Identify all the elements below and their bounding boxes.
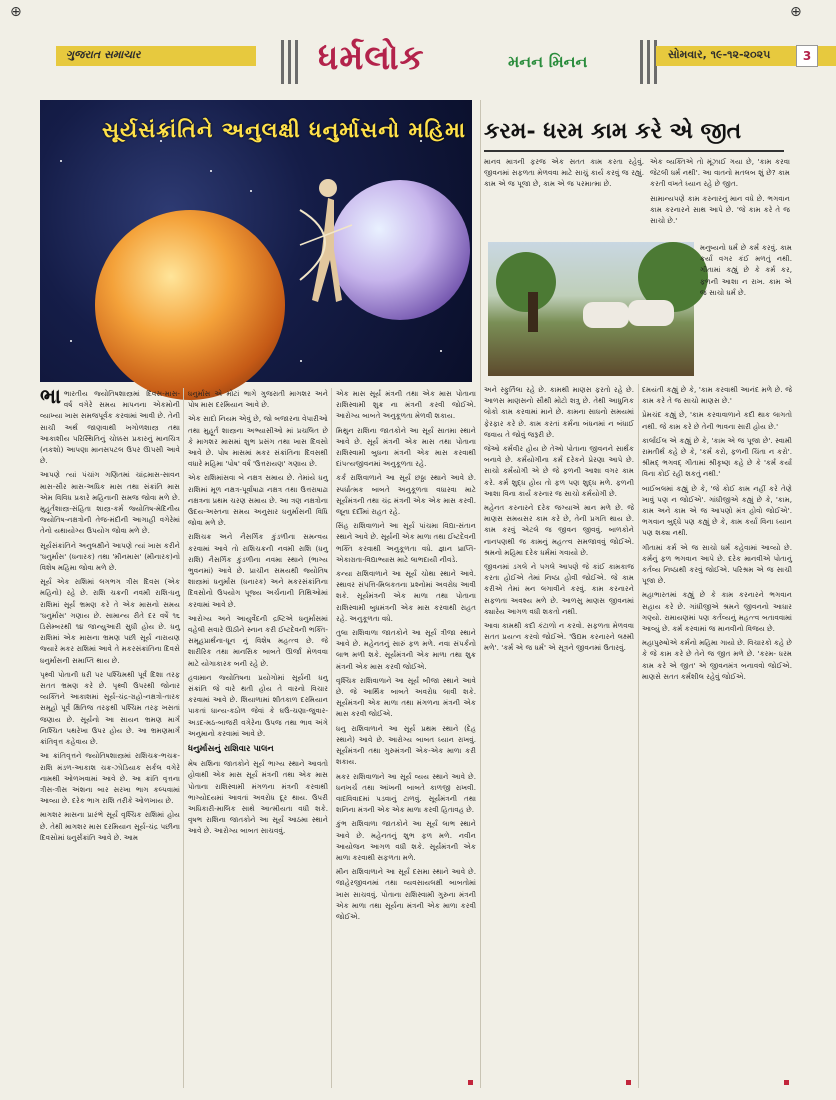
section-subtitle: મનન મિનન (508, 52, 588, 71)
paragraph: મહાપુરુષોએ કર્મનો મહિમા ગાયો છે. વિચારકો કહે છે કે જે કામ કરે છે તેને જ જીત મળે છે. 'કરમ- ધરમ કામ કરે એ જીત' એ જીવનમંત્ર બનાવવો જોઈએ. માણસે સતત કર્મશીલ રહેવું જોઈએ. (642, 638, 792, 681)
paragraph: આપણે ત્યાં પંચાંગ ગણિતમાં ચાંદ્રમાસ-સાવન માસ-સૌર માસ-અધિક માસ તથા સંક્રાંતિ માસ એમ વિવિધ પ્રકારે મહિનાની સમજ જોવા મળે છે. મુહૂર્તશાસ્ત્ર-સંહિતા શાસ્ત્ર-કર્મ જ્યોતિષ-મેદિનીય જ્યોતિષ-નક્ષત્રોની તેજ-મંદીની આગાહી વગેરેમાં તેનો યથાયોગ્ય ઉપયોગ જોવા મળે છે. (40, 470, 180, 536)
paragraph: જીવનમાં ડગલે ને પગલે આપણે જે કાંઈ કામકાજ કરતા હોઈએ તેમાં નિષ્ઠા હોવી જોઈએ. જે કામ કરીએ તેમાં મન લગાવીને કરવું. કામ કરનારને સફળતા અવશ્ય મળે છે. આળસુ માણસ જીવનમાં ક્યારેય આગળ વધી શકતો નથી. (484, 562, 634, 616)
paragraph: વૃશ્ચિક રાશિવાળાને આ સૂર્ય બીજા સ્થાને આવે છે. જે આર્થિક બાબતે અવરોધ લાવી શકે. સૂર્યમંત્રની એક માળા તથા મંગળના મંત્રની એક માસ કરવી જોઈએ. (336, 675, 476, 719)
paragraph: મકર રાશિવાળાને આ સૂર્ય વ્યય સ્થાને આવે છે. ધનખર્ચ તથા આંખની બાબતે કાળજી રાખવી. વાદવિવાદમાં પડવાનું ટાળવું. સૂર્યમંત્રની તથા શનિના મંત્રની એક એક માળા કરવી હિતાવહ છે. (336, 771, 476, 815)
paragraph: મહેનત કરનારને દરેક જગ્યાએ માન મળે છે. જે માણસ સમયસર કામ કરે છે, તેની પ્રગતિ થાય છે. કામ કરવું એટલે જ જીવન જીવવું. બાળકોને નાનપણથી જ કામનું મહત્ત્વ સમજાવવું જોઈએ. શ્રમનો મહિમા દરેક ધર્મમાં ગવાયો છે. (484, 503, 634, 557)
right-article-column-2 (642, 384, 792, 1088)
paragraph: સિંહ રાશિવાળાને આ સૂર્ય પાંચમા વિદ્યા-સંતાન સ્થાને આવે છે. સૂર્યની એક માળા તથા ઈષ્ટદેવની ભક્તિ કરવાથી અનુકૂળતા વધે. જ્ઞાન પ્રાપ્તિ-એકાગ્રતા-વિદ્યાભ્યાસ માટે લાભદાયી નીવડે. (336, 521, 476, 564)
paragraph: અને સ્ફુર્તિલા રહે છે. કામથી માણસ ફરતો રહે છે. આળસ માણસનો સૌથી મોટો શત્રુ છે. તેથી આધુનિક લોકો કામ કરવામાં માને છે. કામના સાધનો સમયમાં ફેરફાર કરે છે. કામ કરતાં કર્મના બંધનમાં ન બંધાઈ જવાય તે જોવું જરૂરી છે. (484, 385, 634, 439)
paragraph: મીન રાશિવાળાને આ સૂર્ય દસમા સ્થાને આવે છે. જાહેરજીવનમાં તથા વ્યવસાયલક્ષી બાબતોમાં ખાસ સાચવવું. પોતાના રાશિસ્વામી ગુરુના મંત્રની એક માળા તથા સૂર્યના મંત્રની એક માળા કરવી જોઈએ. (336, 867, 476, 921)
drop-cap: ભા (40, 384, 61, 408)
right-article-column-1 (484, 384, 634, 1088)
page-number: 3 (796, 45, 818, 67)
paragraph: હવામાન જ્યોતિષના પ્રયોગોમાં સૂર્યની ધનુ સંક્રાંતિ જે વારે થતી હોય તે વારનો વિચાર કરવામાં આવે છે. શિયાળામાં શીતકાળ દરમિયાન પાકતાં ધાન્ય-કઠોળ જેવાં કે ઘઉં-ચણા-જુવાર-અડદ-મઠ-બાજરી વગેરેના ઉપજ તથા ભાવ અંગે અનુમાનો કરવામાં આવે છે. (188, 672, 328, 738)
paragraph: ગીતામાં કર્મ એ જ સાચો ધર્મ કહેવામાં આવ્યો છે. કર્મનું ફળ ભગવાન આપે છે. દરેક માનવીએ પોતાનું કર્તવ્ય નિષ્ઠાથી કરવું જોઈએ. પરિશ્રમ એ જ સાચી પૂજા છે. (642, 542, 792, 586)
paragraph: પૃથ્વી પોતાની ધરી પર પશ્ચિમથી પૂર્વ દિશા તરફ સતત ભ્રમણ કરે છે. પૃથ્વી ઉપરથી જોનાર વ્યક્તિને આકાશમાં સૂર્ય-ચંદ્ર-ગ્રહો-નક્ષત્રો-તારક સમૂહો પૂર્વ ક્ષિતિજ તરફથી પશ્ચિમ તરફ ખસતાં જણાય છે. સૂર્યનો આ સાયન ભ્રમણ માર્ગ નિશ્ચિત પથરેખા ઉપર હોય છે. આ ભ્રમણમાર્ગ ક્રાંતિવૃત્ત કહેવાય છે. (40, 669, 180, 747)
paragraph: મિથુન રાશિના જાતકોને આ સૂર્ય સાતમા સ્થાને આવે છે. સૂર્ય મંત્રની એક માસ તથા પોતાના રાશિસ્વામી બુધના મંત્રની એક માસ કરવાથી દાંપત્યજીવનમાં અનુકૂળતા રહે. (336, 425, 476, 469)
page-header (56, 36, 812, 88)
column-divider (638, 384, 639, 1088)
paragraph: દમયંતી કહ્યું છે કે, 'કામ કરવાથી આનંદ મળે છે. જે કામ કરે તે જ સાચો માણસ છે.' (642, 385, 792, 406)
feature-headline: સૂર્યસંક્રાંતિને અનુલક્ષી ધનુર્માસનો મહિમા (102, 118, 466, 142)
ox-illustration (583, 302, 629, 328)
paragraph: માનવ માત્રની ફરજ એક સતત કામ કરતા રહેવું. જીવનમાં સફળતા મેળવવા માટે સાચું કાર્ય કરવું જ રહ્યું. કામ એ જ પૂજા છે, કામ એ જ પરમાત્મા છે. (484, 157, 644, 189)
section-title: ધર્મલોક (318, 38, 425, 78)
article-end-marker (468, 1080, 473, 1085)
paragraph: આવા કામથી કદી કંટાળો ન કરવો. સફળતા મેળવવા સતત પ્રયત્ન કરવો જોઈએ. 'ઉદ્યમ કરનારને લક્ષ્મી મળે'. 'કર્મ એ જ ધર્મ' એ સૂત્રને જીવનમાં ઉતારવું. (484, 621, 634, 653)
paragraph: આરોગ્ય અને આયુર્વેદની દ્રષ્ટિએ ધનુર્માસમાં વહેલી સવારે ઊઠીને સ્નાન કરી ઈષ્ટદેવની ભક્તિ-સમૂહપ્રાર્થના-ધૂન નું વિશેષ મહત્ત્વ છે. જે શારીરિક તથા માનસિક બાબતે ઊર્જા મેળવવા માટે યોગાકારક બની રહે છે. (188, 613, 328, 668)
paragraph: પ્રેમચંદ કહ્યું છે, 'કામ કરવાવાળાને કદી થાક લાગતો નથી. જે કામ કરે છે તેની ભાવના સારી હોય છે.' (642, 410, 792, 431)
paragraph: સૂર્યસંક્રાંતિને અનુલક્ષીને આપણે ત્યાં ખાસ કરીને 'ધનુર્માસ' (ધનારક) તથા 'મીનમાસ' (મીનારક)નો વિશેષ મહિમા જોવા મળે છે. (40, 540, 180, 573)
sun-globe-illustration (95, 210, 285, 400)
issue-date: સોમવાર, ૧૯-૧૨-૨૦૨૫ (668, 48, 771, 61)
header-bars-left (281, 36, 321, 88)
left-article-column-3 (336, 388, 476, 1088)
paragraph: ધનુર્માસ એ મોટાં ભાગે ગુજરાતી માગશર અને પોષ માસ દરમિયાન આવે છે. (188, 389, 328, 410)
section-subhead: ધનુર્માસનું રાશિવાર પાલન (188, 744, 274, 755)
left-article-column-2 (188, 388, 328, 1088)
column-divider (183, 388, 184, 1088)
paragraph: આ ક્રાંતિવૃત્તને જ્યોતિષશાસ્ત્રમાં રાશિચક્ર-ભચક્ર-રાશિ મંડળ-આકાશ ચક્ર-ઝોડિયાક સર્કલ વગેરે નામથી ઓળખવામાં આવે છે. આ ક્રાંતિ વૃત્તના ત્રીસ-ત્રીસ અંશના બાર સરખા ભાગ કલ્પવામાં આવ્યા છે. દરેક ભાગ રાશિ તરીકે ઓળખાય છે. (40, 751, 180, 806)
article-divider (480, 100, 481, 1088)
right-intro-column-b (650, 156, 790, 238)
ox-illustration (628, 300, 674, 326)
paragraph: મેષ રાશિના જાતકોને સૂર્ય ભાગ્ય સ્થાને આવતો હોવાથી એક માસ સૂર્ય મંત્રની તથા એક માસ પોતાના રાશિસ્વામી મંગળના મંત્રની કરવાથી ભાગ્યોદયમાં આવતાં અવરોધ દૂર થાય. ઉપરી અધિકારી-માલિક સાથે આત્મીયતા વધી શકે. વૃષભ રાશિના જાતકોને આ સૂર્ય આઠમા સ્થાને આવે છે. આરોગ્ય બાબત સાચવવું. (188, 759, 328, 836)
paragraph: એક માસ સૂર્ય મંત્રની તથા એક માસ પોતાના રાશિસ્વામી શુક્ર ના મંત્રની કરવી જોઈએ. આરોગ્ય બાબતે અનુકૂળતા મેળવી શકાય. (336, 389, 476, 421)
paragraph: એક વ્યક્તિએ તો મૂંઝાઈ ગયા છે, 'કામ કરવા જેટલી ધર્મ નથી'. આ વાતનો મતલબ શું છે? કામ કરતી વખતે ધ્યાન રહે છે જીત. (650, 157, 790, 189)
paragraph: કન્યા રાશિવાળાને આ સૂર્ય ચોથા સ્થાને આવે. સ્થાવર સંપત્તિ-મિલકતના પ્રશ્નોમાં અવરોધ આવી શકે. સૂર્યમંત્રની એક માળા તથા પોતાના રાશિસ્વામી બુધમંત્રની એક માસ કરવાથી રાહત રહે. અનુકૂળતા વધે. (336, 569, 476, 623)
paragraph: માગશર માસના પ્રારંભે સૂર્ય વૃશ્ચિક રાશિમાં હોય છે. તેથી માગશર માસ દરમિયાન સૂર્ય-ચંદ્ર પછીના દિવસોમાં ધનુર્સંક્રાંતિ આવે છે. આમ (40, 810, 180, 842)
right-article-headline: કરમ- ધરમ કામ કરે એ જીત (484, 118, 742, 144)
paragraph: એક રાશિમાંસવા બે નક્ષત્ર સમાય છે. તેમાંયે ધનુ રાશિમાં મૂળ નક્ષત્ર-પૂર્વાષાઢા નક્ષત્ર તથા ઉત્તરાષાઢા નક્ષત્રના પ્રથમ ચરણ સમાય છે. આ ત્રણ નક્ષત્રોના ઉદય-અસ્તના સમય અનુસાર ધનુર્માસની વિધિ જોવા મળે છે. (188, 473, 328, 528)
farmer-ploughing-photo (488, 242, 694, 376)
feature-illustration (40, 100, 472, 382)
tree-illustration (496, 252, 556, 312)
paragraph: તુલા રાશિવાળા જાતકોને આ સૂર્ય ત્રીજા સ્થાને આવે છે. મહેનતનું સારું ફળ મળે. નવા સંપર્કનો લાભ મળી શકે. સૂર્યમંત્રની એક માળા તથા શુક્ર મંત્રની એક માસ કરવી જોઈએ. (336, 628, 476, 671)
paragraph: સામાન્યપણે કામ કરનારનું માન વધે છે. ભગવાન કામ કરનારને સાથ આપે છે. 'જે કામ કરે તે જ સાચો છે.' (650, 193, 790, 226)
registration-mark-icon: ⊕ (10, 4, 22, 20)
paragraph-text: ભારતીય જ્યોતિષશાસ્ત્રમાં દિવસ-માસ-વર્ષ વગેરે સમય માપનના એકમોની વ્યાખ્યા ખાસ સમજપૂર્વક કરવામાં આવી છે. તેની સાચી અર્થ જાણવાથી ખગોળશાસ્ત્ર તથા આકાશીય પરિસ્થિતિનું ચોક્કસ પ્રકારનું માનચિત્ર (નકશો) આપણા માનસપટલ ઉપર ઊપસી આવે છે. (40, 389, 180, 466)
newspaper-name: ગુજરાત સમાચાર (66, 48, 141, 61)
article-end-marker (626, 1080, 631, 1085)
paragraph: કર્ક રાશિવાળાને આ સૂર્ય છઠ્ઠા સ્થાને આવે છે. સ્પર્ધાત્મક બાબતે અનુકૂળતા વધારવા માટે સૂર્યમંત્રની તથા ચંદ્ર મંત્રની એક એક માસ કરવી. જૂના દર્દીમાં રાહત રહે. (336, 473, 476, 517)
paragraph: બાઈબલમાં કહ્યું છે કે, 'જે કોઈ કામ નહીં કરે તેણે ખાવું પણ ન જોઈએ'. ગાંધીજીએ કહ્યું છે કે, 'કામ, કામ અને કામ એ જ આપણો મંત્ર હોવો જોઈએ'. ભગવાન બુદ્ધે પણ કહ્યું છે કે, કામ કર્યા વિના ધ્યાન પણ શક્ય નથી. (642, 483, 792, 538)
paragraph: સૂર્ય એક રાશિમાં લગભગ ત્રીસ દિવસ (એક મહિનો) રહે છે. રાશિ ચક્રની નવમી રાશિ-ધનુ રાશિમાં સૂર્ય ભ્રમણ કરે તે એક માસનો સમય 'ધનુર્માસ' ગણાય છે. સામાન્ય રીતે દર વર્ષે ૧૬ ડિસેમ્બરથી ૧૪ જાન્યુઆરી સુધી હોય છે. ધનુ રાશિમાં એક માસના ભ્રમણ પછી સૂર્ય નારાયણ જ્યારે મકર રાશિમાં આવે તે મકરસંક્રાંતિના દિવસે ધનુર્માસની સમાપ્તિ થાય છે. (40, 577, 180, 665)
farmer-figure (528, 292, 538, 332)
paragraph: રાશિચક્ર અને નૈસર્ગિક કુંડળીના સમન્વય કરવામાં આવે તો રાશિચક્રની નવમી રાશિ (ધનુ રાશિ) નૈસર્ગિક કુંડળીના નવમા સ્થાને (ભાગ્ય ભુવનમાં) આવે છે. પ્રાચીન સમયથી જ્યોતિષ શાસ્ત્રમાં ધનુર્માસ (ધનારક) અને મકરસંક્રાંતિના દિવસોનો ઉપયોગ પૂજ્ય અર્ચનાની તિથિઓમાં કરવામાં આવે છે. (188, 532, 328, 609)
paragraph: ધનુ રાશિવાળાને આ સૂર્ય પ્રથમ સ્થાને (દેહ સ્થાને) આવે છે. આરોગ્ય બાબત ધ્યાન રાખવું. સૂર્યમંત્રની તથા ગુરુમંત્રની એક-એક માળા કરી શકાય. (336, 723, 476, 767)
article-end-marker (784, 1080, 789, 1085)
paragraph (40, 384, 180, 466)
paragraph: મહાભારતમાં કહ્યું છે કે કામ કરનારને ભગવાન સહાય કરે છે. ગાંધીજીએ શ્રમને જીવનનો આધાર ગણ્યો. રામાયણમાં પણ કર્તવ્યનું મહત્ત્વ બતાવવામાં આવ્યું છે. કર્મ કરવામાં જ માનવીનો વિજય છે. (642, 590, 792, 634)
paragraph: જેઓ કર્મવીર હોય છે તેઓ પોતાના જીવનને સાર્થક બનાવે છે. કર્મયોગીના કર્મ દરેકને પ્રેરણા આપે છે. સાચો કર્મયોગી એ છે જે ફળની આશા વગર કામ કરે. કર્મ શુદ્ધ હોય તો ફળ પણ શુદ્ધ મળે. ફળની આશા વિના કાર્ય કરનાર જ સાચો કર્મયોગી છે. (484, 444, 634, 498)
registration-mark-icon: ⊕ (790, 4, 802, 20)
paragraph: મનુષ્યનો ધર્મ છે કર્મ કરવું. કામ કર્યા વગર કંઈ મળતું નથી. ગીતામાં કહ્યું છે કે કર્મ કર, ફળની આશા ન રાખ. કામ એ જ સાચો ધર્મ છે. (700, 243, 792, 297)
column-divider (331, 388, 332, 1088)
right-intro-column-a (484, 156, 644, 238)
headline-rule (484, 150, 784, 152)
paragraph: કાર્લાઈલ એ કહ્યું છે કે, 'કામ એ જ પૂજા છે'. સ્વામી રામતીર્થ કહે છે કે, 'કર્મ કરો, ફળની ચિંતા ન કરો'. શ્રીમદ્ ભગવદ્ ગીતામાં શ્રીકૃષ્ણ કહે છે કે 'કર્મ કર્યા વિના કોઈ રહી શકતું નથી.' (642, 435, 792, 479)
archer-silhouette-icon (290, 170, 360, 340)
left-article-column-1 (40, 384, 180, 1088)
paragraph: એક સાદો નિયમ એવું છે, જો બજારના વેપારીઓ તથા મુહૂર્ત શાસ્ત્રના અભ્યાસીઓ માં પ્રચલિત છે કે માગશર માસમાં શુભ પ્રસંગ તથા ખાસ દિવસો આવે છે. પોષ માસમાં મકર સંક્રાંતિના દિવસથી વધારે મહિમા 'પોષ' વર્ષ 'ઉત્તરાયણ' ગણાય છે. (188, 414, 328, 469)
right-side-column-top (700, 242, 792, 378)
paragraph: કુંભ રાશિવાળા જાતકોને આ સૂર્ય લાભ સ્થાને આવે છે. મહેનતનું શુભ ફળ મળે. નવીન આયોજન આગળ વધી શકે. સૂર્યમંત્રની એક માળા કરવાથી સફળતા મળે. (336, 819, 476, 862)
